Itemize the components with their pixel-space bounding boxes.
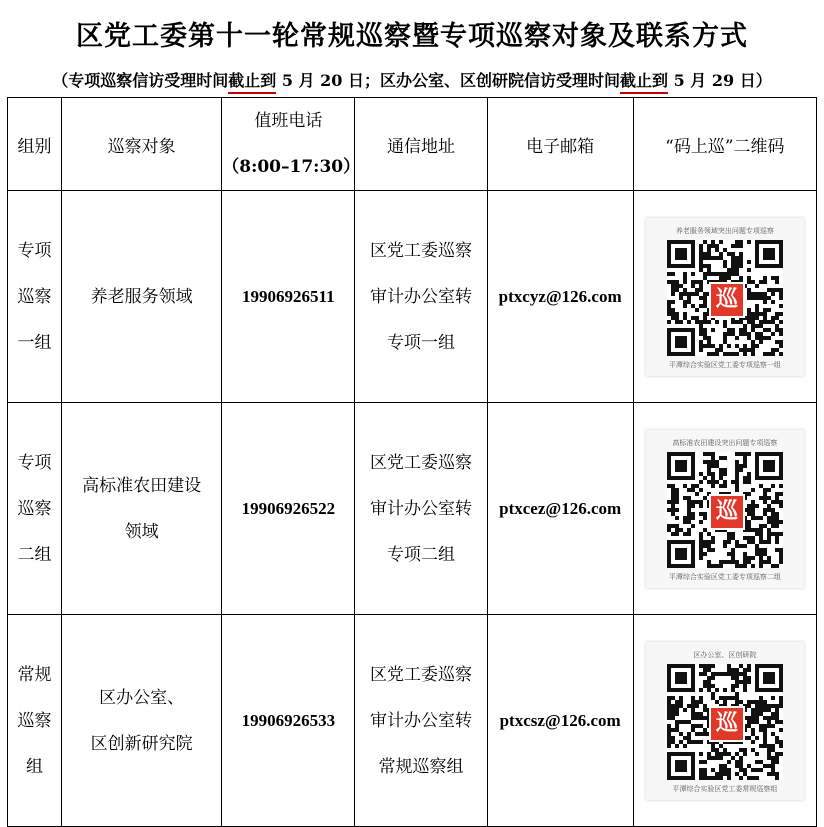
subtitle-deadline-1: 截止到 bbox=[228, 71, 276, 94]
phone-cell bbox=[222, 191, 355, 403]
target-line-2: 区创新研究院 bbox=[90, 733, 193, 754]
header-phone-label: 值班电话 bbox=[254, 111, 323, 131]
address-line-2: 审计办公室转 bbox=[369, 286, 472, 307]
address-line-1: 区党工委巡察 bbox=[369, 240, 472, 261]
target-cell bbox=[62, 615, 222, 827]
qr-caption-bottom: 平潭综合实验区党工委常规巡察组 bbox=[672, 784, 778, 793]
group-line-3: 组 bbox=[26, 756, 44, 777]
group-cell bbox=[8, 615, 62, 827]
target-line-1: 区办公室、 bbox=[99, 687, 185, 708]
qr-card[interactable] bbox=[646, 430, 804, 588]
address-line-3: 专项一组 bbox=[386, 332, 455, 353]
subtitle bbox=[0, 68, 824, 91]
qr-caption-top: 高标准农田建设突出问题专项巡察 bbox=[672, 438, 778, 447]
header-target: 巡察对象 bbox=[62, 98, 222, 191]
target-line-1: 养老服务领域 bbox=[90, 286, 193, 307]
subtitle-mid: 5 月 20 日；区办公室、区创研院信访受理时间 bbox=[276, 71, 620, 90]
xun-logo-icon: 巡 bbox=[709, 706, 745, 742]
phone-number[interactable]: 19906926533 bbox=[241, 710, 336, 730]
address-line-2: 审计办公室转 bbox=[369, 498, 472, 519]
table-header-row bbox=[8, 98, 817, 191]
phone-cell bbox=[222, 615, 355, 827]
qr-card[interactable] bbox=[646, 642, 804, 800]
qr-caption-bottom: 平潭综合实验区党工委专项巡察一组 bbox=[668, 360, 781, 369]
qr-cell bbox=[633, 615, 816, 827]
address-line-1: 区党工委巡察 bbox=[369, 452, 472, 473]
group-line-2: 巡察 bbox=[17, 710, 52, 731]
subtitle-deadline-2: 截止到 bbox=[620, 71, 668, 94]
qr-caption-top: 区办公室、区创研院 bbox=[693, 650, 757, 659]
table-row bbox=[8, 191, 817, 403]
qr-code-icon bbox=[667, 240, 783, 356]
target-cell bbox=[62, 403, 222, 615]
qr-code-icon bbox=[667, 452, 783, 568]
address-line-3: 专项二组 bbox=[386, 544, 455, 565]
phone-number[interactable]: 19906926522 bbox=[241, 498, 336, 518]
target-cell bbox=[62, 191, 222, 403]
address-cell bbox=[355, 615, 487, 827]
group-line-3: 一组 bbox=[17, 332, 52, 353]
header-phone-hours: （8:00–17:30） bbox=[222, 157, 361, 177]
phone-cell bbox=[222, 403, 355, 615]
qr-caption-top: 养老服务领域突出问题专项巡察 bbox=[675, 226, 774, 235]
subtitle-open: （专项巡察信访受理时间 bbox=[52, 71, 229, 90]
group-line-1: 专项 bbox=[17, 240, 52, 261]
target-line-2: 领域 bbox=[124, 521, 159, 542]
header-address: 通信地址 bbox=[355, 98, 487, 191]
xun-logo-icon: 巡 bbox=[709, 282, 745, 318]
table-row bbox=[8, 403, 817, 615]
group-line-2: 巡察 bbox=[17, 498, 52, 519]
address-cell bbox=[355, 191, 487, 403]
address-line-1: 区党工委巡察 bbox=[369, 664, 472, 685]
header-group: 组别 bbox=[8, 98, 62, 191]
qr-cell bbox=[633, 403, 816, 615]
email-cell bbox=[487, 191, 633, 403]
qr-cell bbox=[633, 191, 816, 403]
group-line-3: 二组 bbox=[17, 544, 52, 565]
address-cell bbox=[355, 403, 487, 615]
group-line-1: 常规 bbox=[17, 664, 52, 685]
email-cell bbox=[487, 615, 633, 827]
group-line-1: 专项 bbox=[17, 452, 52, 473]
email-cell bbox=[487, 403, 633, 615]
group-cell bbox=[8, 403, 62, 615]
email-link[interactable]: ptxcez@126.com bbox=[499, 498, 622, 518]
header-email: 电子邮箱 bbox=[487, 98, 633, 191]
qr-caption-bottom: 平潭综合实验区党工委专项巡察二组 bbox=[668, 572, 781, 581]
table-row bbox=[8, 615, 817, 827]
address-line-2: 审计办公室转 bbox=[369, 710, 472, 731]
email-link[interactable]: ptxcyz@126.com bbox=[498, 286, 622, 306]
target-line-1: 高标准农田建设 bbox=[82, 475, 202, 496]
phone-number[interactable]: 19906926511 bbox=[242, 286, 335, 306]
header-qr: “码上巡”二维码 bbox=[633, 98, 816, 191]
email-link[interactable]: ptxcsz@126.com bbox=[499, 710, 621, 730]
contact-table bbox=[7, 97, 817, 827]
xun-logo-icon: 巡 bbox=[709, 494, 745, 530]
address-line-3: 常规巡察组 bbox=[378, 756, 464, 777]
page-title: 区党工委第十一轮常规巡察暨专项巡察对象及联系方式 bbox=[76, 21, 748, 52]
group-cell bbox=[8, 191, 62, 403]
subtitle-end: 5 月 29 日） bbox=[668, 71, 772, 90]
group-line-2: 巡察 bbox=[17, 286, 52, 307]
qr-code-icon bbox=[667, 664, 783, 780]
header-phone bbox=[222, 98, 361, 191]
qr-card[interactable] bbox=[646, 218, 804, 376]
